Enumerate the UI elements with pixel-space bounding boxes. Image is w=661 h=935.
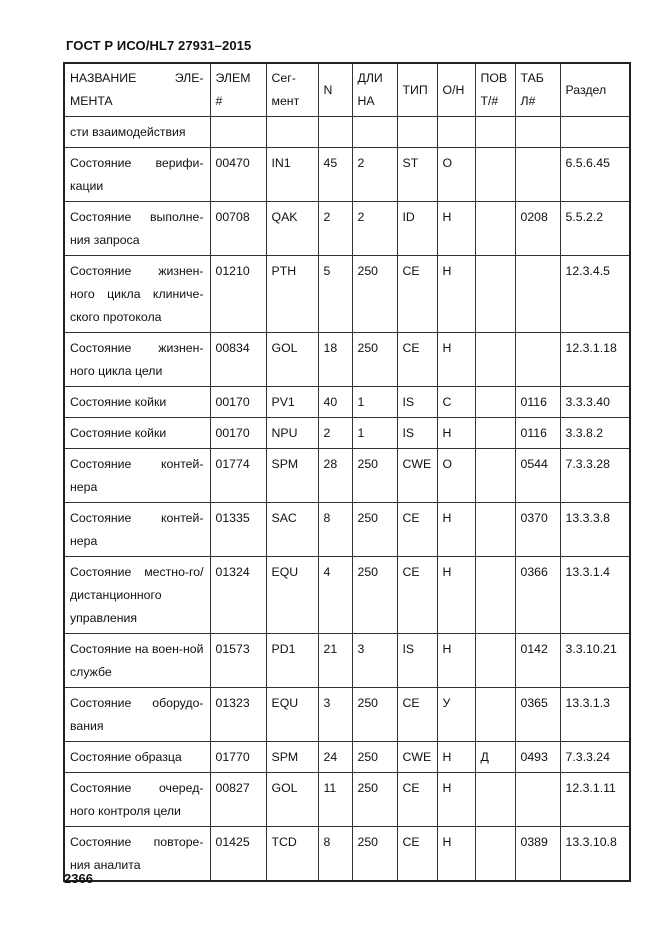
cell-n: 8 xyxy=(318,503,352,557)
cell-tbl xyxy=(515,333,560,387)
cell-n: 11 xyxy=(318,773,352,827)
cell-section: 6.5.6.45 xyxy=(560,148,630,202)
cell-rep xyxy=(475,688,515,742)
header-type: ТИП xyxy=(397,63,437,117)
cell-length: 250 xyxy=(352,742,397,773)
cell-length: 3 xyxy=(352,634,397,688)
cell-opt: У xyxy=(437,688,475,742)
cell-rep xyxy=(475,202,515,256)
cell-tbl: 0389 xyxy=(515,827,560,882)
cell-rep: Д xyxy=(475,742,515,773)
cell-section xyxy=(560,117,630,148)
cell-type: CWE xyxy=(397,449,437,503)
cell-section: 12.3.4.5 xyxy=(560,256,630,333)
cell-opt: Н xyxy=(437,503,475,557)
cell-type: ID xyxy=(397,202,437,256)
cell-elem: 01324 xyxy=(210,557,266,634)
table-row xyxy=(64,742,630,773)
cell-tbl: 0493 xyxy=(515,742,560,773)
cell-segment: PD1 xyxy=(266,634,318,688)
header-n: N xyxy=(318,63,352,117)
cell-type: CE xyxy=(397,827,437,882)
cell-type: CE xyxy=(397,557,437,634)
cell-elem: 00827 xyxy=(210,773,266,827)
cell-tbl xyxy=(515,256,560,333)
cell-segment: GOL xyxy=(266,333,318,387)
cell-segment: IN1 xyxy=(266,148,318,202)
cell-elem: 01210 xyxy=(210,256,266,333)
cell-n: 21 xyxy=(318,634,352,688)
cell-segment: SPM xyxy=(266,449,318,503)
cell-length: 250 xyxy=(352,256,397,333)
cell-n: 2 xyxy=(318,202,352,256)
cell-n: 4 xyxy=(318,557,352,634)
cell-tbl: 0370 xyxy=(515,503,560,557)
table-row xyxy=(64,333,630,387)
header-segment: Сег- мент xyxy=(266,63,318,117)
table-row xyxy=(64,773,630,827)
cell-rep xyxy=(475,503,515,557)
cell-elem xyxy=(210,117,266,148)
cell-type: ST xyxy=(397,148,437,202)
table-row xyxy=(64,256,630,333)
cell-opt: Н xyxy=(437,634,475,688)
cell-elem: 00170 xyxy=(210,387,266,418)
cell-elem: 00834 xyxy=(210,333,266,387)
cell-rep xyxy=(475,634,515,688)
cell-type: IS xyxy=(397,387,437,418)
cell-name: Состояние оборудо-вания xyxy=(64,688,210,742)
cell-rep xyxy=(475,148,515,202)
cell-section: 12.3.1.11 xyxy=(560,773,630,827)
document-header: ГОСТ Р ИСО/HL7 27931–2015 xyxy=(66,38,252,53)
cell-name: Состояние койки xyxy=(64,387,210,418)
cell-opt: Н xyxy=(437,202,475,256)
table-row xyxy=(64,827,630,882)
cell-length: 1 xyxy=(352,387,397,418)
cell-section: 3.3.8.2 xyxy=(560,418,630,449)
cell-type: CE xyxy=(397,773,437,827)
table-row xyxy=(64,503,630,557)
cell-n: 8 xyxy=(318,827,352,882)
cell-tbl xyxy=(515,148,560,202)
cell-segment: QAK xyxy=(266,202,318,256)
cell-length: 250 xyxy=(352,333,397,387)
cell-name: Состояние выполне-ния запроса xyxy=(64,202,210,256)
cell-elem: 01770 xyxy=(210,742,266,773)
cell-opt: Н xyxy=(437,773,475,827)
cell-length: 250 xyxy=(352,449,397,503)
cell-section: 13.3.3.8 xyxy=(560,503,630,557)
cell-section: 13.3.10.8 xyxy=(560,827,630,882)
cell-rep xyxy=(475,256,515,333)
cell-section: 3.3.10.21 xyxy=(560,634,630,688)
cell-opt: Н xyxy=(437,557,475,634)
table-row xyxy=(64,148,630,202)
cell-segment: SAC xyxy=(266,503,318,557)
cell-opt: Н xyxy=(437,418,475,449)
cell-type: CWE xyxy=(397,742,437,773)
cell-section: 7.3.3.28 xyxy=(560,449,630,503)
cell-tbl: 0544 xyxy=(515,449,560,503)
cell-section: 13.3.1.3 xyxy=(560,688,630,742)
cell-segment: GOL xyxy=(266,773,318,827)
header-tbl: ТАБ Л# xyxy=(515,63,560,117)
cell-elem: 01774 xyxy=(210,449,266,503)
cell-tbl xyxy=(515,117,560,148)
cell-name: Состояние образца xyxy=(64,742,210,773)
cell-tbl: 0116 xyxy=(515,418,560,449)
cell-opt: О xyxy=(437,148,475,202)
cell-n: 40 xyxy=(318,387,352,418)
table-row xyxy=(64,688,630,742)
cell-name: Состояние очеред-ного контроля цели xyxy=(64,773,210,827)
cell-rep xyxy=(475,418,515,449)
cell-segment xyxy=(266,117,318,148)
cell-type: CE xyxy=(397,256,437,333)
cell-name: Состояние контей-нера xyxy=(64,449,210,503)
elements-table xyxy=(63,62,631,882)
cell-rep xyxy=(475,773,515,827)
table-row xyxy=(64,202,630,256)
cell-segment: EQU xyxy=(266,557,318,634)
header-length: ДЛИ НА xyxy=(352,63,397,117)
cell-n: 2 xyxy=(318,418,352,449)
cell-elem: 00708 xyxy=(210,202,266,256)
cell-n: 45 xyxy=(318,148,352,202)
cell-opt: С xyxy=(437,387,475,418)
cell-name: Состояние верифи-кации xyxy=(64,148,210,202)
table-row xyxy=(64,387,630,418)
cell-type: CE xyxy=(397,688,437,742)
cell-type: CE xyxy=(397,333,437,387)
cell-segment: TCD xyxy=(266,827,318,882)
cell-length: 2 xyxy=(352,148,397,202)
cell-length: 250 xyxy=(352,827,397,882)
cell-segment: NPU xyxy=(266,418,318,449)
cell-name: Состояние местно-го/дистанционного управления xyxy=(64,557,210,634)
cell-opt xyxy=(437,117,475,148)
table-row xyxy=(64,557,630,634)
header-rep: ПОВ Т/# xyxy=(475,63,515,117)
cell-segment: EQU xyxy=(266,688,318,742)
cell-tbl: 0365 xyxy=(515,688,560,742)
cell-name: Состояние на воен-ной службе xyxy=(64,634,210,688)
table-row xyxy=(64,449,630,503)
cell-n: 5 xyxy=(318,256,352,333)
cell-rep xyxy=(475,557,515,634)
cell-type: IS xyxy=(397,634,437,688)
cell-n: 3 xyxy=(318,688,352,742)
cell-rep xyxy=(475,387,515,418)
cell-elem: 00470 xyxy=(210,148,266,202)
cell-n: 18 xyxy=(318,333,352,387)
cell-length: 250 xyxy=(352,557,397,634)
cell-segment: SPM xyxy=(266,742,318,773)
cell-segment: PTH xyxy=(266,256,318,333)
cell-name: Состояние повторе-ния аналита xyxy=(64,827,210,882)
cell-length: 250 xyxy=(352,773,397,827)
cell-name: сти взаимодействия xyxy=(64,117,210,148)
cell-name: Состояние контей-нера xyxy=(64,503,210,557)
cell-elem: 01323 xyxy=(210,688,266,742)
cell-type xyxy=(397,117,437,148)
cell-type: CE xyxy=(397,503,437,557)
cell-opt: Н xyxy=(437,256,475,333)
cell-segment: PV1 xyxy=(266,387,318,418)
cell-tbl: 0142 xyxy=(515,634,560,688)
cell-name: Состояние жизнен-ного цикла клиниче-ского протокола xyxy=(64,256,210,333)
cell-elem: 00170 xyxy=(210,418,266,449)
page-number: 2366 xyxy=(64,871,93,886)
cell-elem: 01425 xyxy=(210,827,266,882)
header-section: Раздел xyxy=(560,63,630,117)
header-name: НАЗВАНИЕ ЭЛЕ- МЕНТА xyxy=(64,63,210,117)
cell-type: IS xyxy=(397,418,437,449)
header-opt: О/Н xyxy=(437,63,475,117)
cell-section: 13.3.1.4 xyxy=(560,557,630,634)
cell-length: 2 xyxy=(352,202,397,256)
header-elem: ЭЛЕМ # xyxy=(210,63,266,117)
cell-tbl xyxy=(515,773,560,827)
cell-rep xyxy=(475,449,515,503)
cell-elem: 01335 xyxy=(210,503,266,557)
cell-tbl: 0116 xyxy=(515,387,560,418)
table-row xyxy=(64,634,630,688)
cell-rep xyxy=(475,117,515,148)
cell-section: 12.3.1.18 xyxy=(560,333,630,387)
cell-opt: Н xyxy=(437,827,475,882)
table-row xyxy=(64,418,630,449)
cell-opt: О xyxy=(437,449,475,503)
cell-n: 28 xyxy=(318,449,352,503)
cell-tbl: 0208 xyxy=(515,202,560,256)
cell-opt: Н xyxy=(437,742,475,773)
cell-section: 7.3.3.24 xyxy=(560,742,630,773)
table-body xyxy=(64,117,630,882)
cell-n xyxy=(318,117,352,148)
cell-length: 250 xyxy=(352,688,397,742)
cell-name: Состояние жизнен-ного цикла цели xyxy=(64,333,210,387)
cell-length: 250 xyxy=(352,503,397,557)
cell-length: 1 xyxy=(352,418,397,449)
table-row xyxy=(64,117,630,148)
cell-n: 24 xyxy=(318,742,352,773)
cell-section: 3.3.3.40 xyxy=(560,387,630,418)
cell-length xyxy=(352,117,397,148)
cell-tbl: 0366 xyxy=(515,557,560,634)
cell-rep xyxy=(475,333,515,387)
table-header-row xyxy=(64,63,630,117)
cell-section: 5.5.2.2 xyxy=(560,202,630,256)
cell-opt: Н xyxy=(437,333,475,387)
cell-name: Состояние койки xyxy=(64,418,210,449)
cell-rep xyxy=(475,827,515,882)
cell-elem: 01573 xyxy=(210,634,266,688)
